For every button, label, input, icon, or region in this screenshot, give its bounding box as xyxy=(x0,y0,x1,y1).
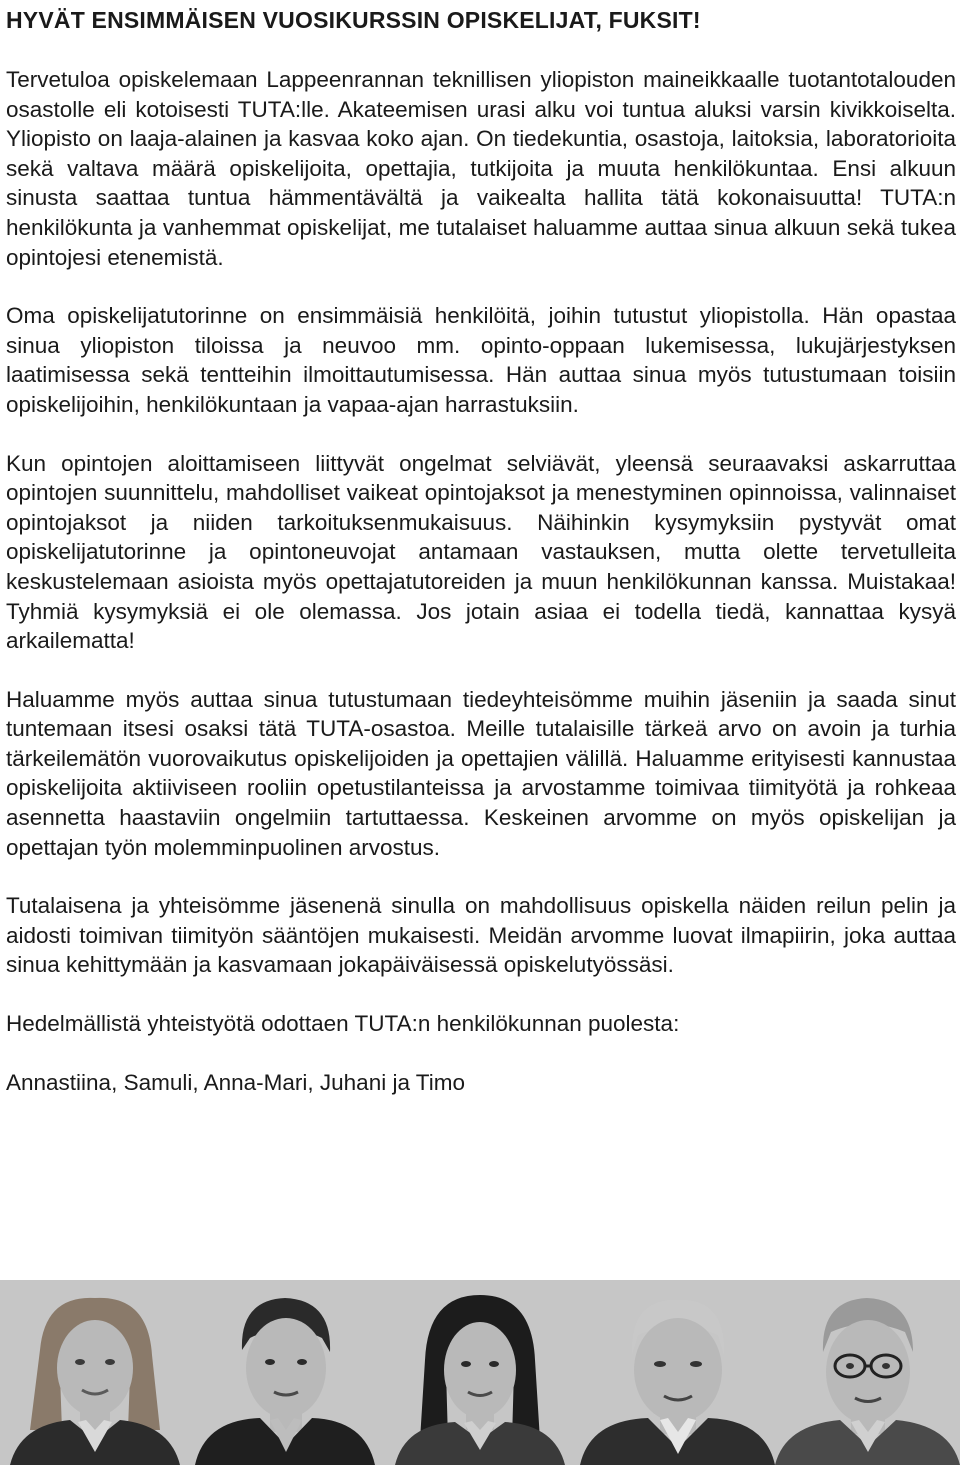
portrait-woman-dark-hair-icon xyxy=(380,1280,580,1465)
page-title: HYVÄT ENSIMMÄISEN VUOSIKURSSIN OPISKELIJAT, FUKSIT! xyxy=(6,7,701,33)
closing-line: Hedelmällistä yhteistyötä odottaen TUTA:n henkilökunnan puolesta: xyxy=(6,1011,680,1037)
document-page xyxy=(6,0,956,1097)
signature-line: Annastiina, Samuli, Anna-Mari, Juhani ja Timo xyxy=(6,1069,465,1095)
portrait-young-man-icon xyxy=(190,1280,380,1465)
paragraph-community: Haluamme myös auttaa sinua tutustumaan tiedeyhteisömme muihin jäseniin ja saada sinut tuntemaan itsesi osaksi tätä TUTA-osastoa. Meille tutalaisille tärkeä arvo on avoin ja turhia tärkeilemätön vuorovaikutus opiskelijoiden ja opettajien välillä. Haluamme erityisesti kannustaa opiskelijoita aktiiviseen rooliin opetustilanteissa ja arvostamme toimivaa tiimityötä ja rohkeaa asennetta haastaviin ongelmiin tartuttaessa. Keskeinen arvomme on myös opiskelijan ja opettajan työn molemminpuolinen arvostus. xyxy=(6,686,956,860)
portrait-man-glasses-icon xyxy=(775,1280,960,1465)
paragraph-studies: Kun opintojen aloittamiseen liittyvät ongelmat selviävät, yleensä seuraavaksi askarruttaa opintojen suunnittelu, mahdolliset vaikeat opintojaksot ja menestyminen opinnoissa, valinnaiset opintojaksot ja niiden tarkoituksenmukaisuus. Näihinkin kysymyksiin pystyvät omat opiskelijatutorinne ja opintoneuvojat antamaan vastauksen, mutta olette tervetulleita keskustelemaan asioista myös opettajatutoreiden ja muun henkilökunnan kanssa. Muistakaa! Tyhmiä kysymyksiä ei ole olemassa. Jos jotain asiaa ei todella tiedä, kannattaa kysyä arkailematta! xyxy=(6,450,956,654)
staff-photo-strip xyxy=(0,1280,960,1465)
portrait-woman-long-hair-icon xyxy=(0,1280,190,1465)
paragraph-tutor: Oma opiskelijatutorinne on ensimmäisiä henkilöitä, joihin tutustut yliopistolla. Hän opastaa sinua yliopiston tiloissa ja neuvoo mm. opinto-oppaan lukemisessa, lukujärjestyksen laatimisessa sekä tentteihin ilmoittautumisessa. Hän auttaa sinua myös tutustumaan toisiin opiskelijoihin, henkilökuntaan ja vapaa-ajan harrastuksiin. xyxy=(6,303,956,417)
portrait-older-man-icon xyxy=(580,1280,775,1465)
paragraph-welcome: Tervetuloa opiskelemaan Lappeenrannan teknillisen yliopiston maineikkaalle tuotantotalouden osastolle eli kotoisesti TUTA:lle. Akateemisen urasi alku voi tuntua aluksi varsin kivikkoiselta. Yliopisto on laaja-alainen ja kasvaa koko ajan. On tiedekuntia, osastoja, laitoksia, laboratorioita sekä valtava määrä opiskelijoita, opettajia, tutkijoita ja muuta henkilökuntaa. Ensi alkuun sinusta saattaa tuntua hämmentävältä ja vaikealta hallita tätä kokonaisuutta! TUTA:n henkilökunta ja vanhemmat opiskelijat, me tutalaiset haluamme auttaa sinua alkuun sekä tukea opintojesi etenemistä. xyxy=(6,67,956,270)
paragraph-values: Tutalaisena ja yhteisömme jäsenenä sinulla on mahdollisuus opiskella näiden reilun pelin ja aidosti toimivan tiimityön sääntöjen mukaisesti. Meidän arvomme luovat ilmapiirin, joka auttaa sinua kehittymään ja kasvamaan jokapäiväisessä opiskelutyössäsi. xyxy=(6,893,956,978)
